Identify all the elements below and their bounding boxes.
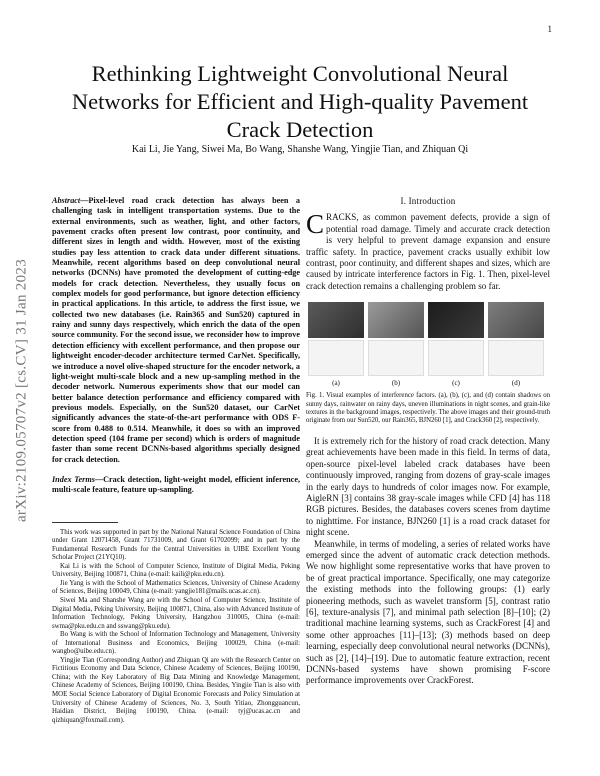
footnotes bbox=[52, 529, 300, 726]
footnote-affiliation: Yingjie Tian (Corresponding Author) and Zhiquan Qi are with the Research Center on Fictitious Economy and Data Science, Chinese Academy of Sciences, Beijing 100190, China; with the Key Laboratory of Big Data Mining and Knowledge Management, Chinese Academy of Sciences, Beijing 100190, China. Besides, Yingjie Tian is also with MOE Social Science Laboratory of Digital Economic Forecasts and Policy Simulation at University of Chinese Academy of Sciences, No. 3, South Yitiao, Zhongguancun, Haidian District, Beijing 100190, China. (e-mail: tyj@ucas.ac.cn and qizhiquan@foxmail.com). bbox=[52, 656, 300, 724]
footnote-affiliation: Kai Li is with the School of Computer Science, Institute of Digital Media, Peking University, Beijing 100871, China (e-mail: kaili@pku.edu.cn). bbox=[52, 562, 300, 579]
index-terms bbox=[52, 475, 300, 496]
footnote-affiliation: Bo Wang is with the School of Information Technology and Management, University of International Business and Economics, Beijing 100029, China (e-mail: wangbo@uibe.edu.cn). bbox=[52, 631, 300, 656]
index-terms-text: —Crack detection, light-weight model, efficient inference, multi-scale feature, feature up-sampling. bbox=[52, 474, 300, 495]
figure-ground-truth bbox=[428, 340, 484, 376]
abstract bbox=[52, 196, 300, 465]
figure-label: (b) bbox=[391, 379, 401, 388]
author-list: Kai Li, Jie Yang, Siwei Ma, Bo Wang, Shanshe Wang, Yingjie Tian, and Zhiquan Qi bbox=[131, 144, 469, 155]
figure-caption: Fig. 1. Visual examples of interference factors. (a), (b), (c), and (d) contain shadows on sunny days, rainwater on rainy days, uneven illuminations in night scenes, and grain-like textures in the background images, respectively. The above images and their ground-truth originate from our Sun520, our Rain365, BJN260 [1], and Crack360 [2], respectively. bbox=[306, 392, 550, 425]
abstract-label: Abstract bbox=[52, 196, 81, 205]
footnote-affiliation: Siwei Ma and Shanshe Wang are with the School of Computer Science, Institute of Digital Media, Peking University, Beijing 100871, China, also with Advanced Institute of Information Technology, Peking University, Hangzhou 310005, China (e-mail: swma@pku.edu.cn and sswang@pku.edu). bbox=[52, 597, 300, 630]
paper-title: Rethinking Lightweight Convolutional Neural Networks for Efficient and High-quality Pavement Crack Detection bbox=[71, 61, 529, 142]
figure-label: (d) bbox=[511, 379, 521, 388]
footnote-affiliation: Jie Yang is with the School of Mathematics Sciences, University of Chinese Academy of Sciences, Beijing 100049, China (e-mail: yangjie181@mails.ucas.ac.cn). bbox=[52, 579, 300, 596]
arxiv-stamp bbox=[14, 220, 32, 560]
page-number: 1 bbox=[547, 24, 552, 34]
right-column bbox=[306, 196, 550, 687]
index-terms-label: Index Terms bbox=[52, 474, 95, 484]
figure-image-sunny bbox=[308, 302, 364, 338]
abstract-text: —Pixel-level road crack detection has always been a challenging task in intelligent transportation systems. Due to the external environments, such as weather, light, and other factors, pavement cracks often present low contrast, poor continuity, and different sizes in length and width. However, most of the existing studies pay less attention to crack data under different situations. Meanwhile, recent algorithms based on deep convolutional neural networks (DCNNs) have promoted the development of cutting-edge models for crack detection. Nevertheless, they usually focus on complex models for good performance, but ignore detection efficiency in practical applications. In this article, to address the first issue, we collected two new databases (i.e. Rain365 and Sun520) captured in rainy and sunny days respectively, which enrich the data of the open source community. For the second issue, we reconsider how to improve detection efficiency with excellent performance, and then propose our lightweight encoder-decoder architecture termed CarNet. Specifically, we introduce a novel olive-shaped structure for the encoder network, a light-weight multi-scale block and a new up-sampling method in the decoder network. Numerous experiments show that our model can better balance detection performance and efficiency compared with previous models. Especially, on the Sun520 dataset, our CarNet significantly advances the state-of-the-art performance with ODS F-score from 0.488 to 0.514. Meanwhile, it does so with an improved detection speed (104 frame per second) which is orders of magnitude faster than some recent DCNNs-based algorithms specially designed for crack detection. bbox=[52, 196, 300, 464]
figure-ground-truth bbox=[368, 340, 424, 376]
section-heading: I. Introduction bbox=[400, 196, 456, 206]
figure-ground-truth bbox=[488, 340, 544, 376]
figure-label: (c) bbox=[452, 379, 460, 388]
footnote-rule bbox=[52, 522, 118, 523]
intro-paragraph bbox=[306, 209, 550, 292]
intro-paragraph: It is extremely rich for the history of road crack detection. Many great achievements have been made in this field. In terms of data, open-source pixel-level labeled crack databases have been continuously improved, ranging from dozens of gray-scale images in the early days to hundreds of color images now. For example, AigleRN [3] contains 38 gray-scale images while CFD [4] has 118 RGB pictures. Besides, the databases covers scenes from daytime to nighttime. For instance, BJN260 [1] is a road crack dataset for night scene. bbox=[306, 435, 550, 538]
drop-cap: C bbox=[306, 209, 325, 240]
figure-image-rainy bbox=[368, 302, 424, 338]
arxiv-id: arXiv:2109.05707v2 [cs.CV] 31 Jan 2023 bbox=[13, 258, 30, 523]
intro-paragraph: Meanwhile, in terms of modeling, a series of related works have emerged since the advent of automatic crack detection methods. We now highlight some representative works that have proven to be of great practical importance. Specifically, one may categorize the existing methods into the following groups: (1) early pioneering methods, such as wavelet transform [5], contrast ratio [6], texture-analysis [7], and minimal path selection [8]–[10]; (2) traditional machine learning systems, such as CrackForest [4] and some other approaches [11]–[13]; (3) methods based on deep learning, especially deep convolutional neural networks (DCNNs), such as [2], [14]–[19]. Due to automatic feature extraction, recent DCNNs-based systems have shown promising F-score performance improvements over CrackForest. bbox=[306, 538, 550, 686]
left-column bbox=[52, 196, 300, 725]
intro-paragraph-text: RACKS, as common pavement defects, provide a sign of potential road damage. Timely and accurate crack detection is very helpful to prevent damage expansion and ensure traffic safety. In practice, pavement cracks usually exhibit low contrast, poor continuity, and different shapes and sizes, which are caused by intricate interference factors in Fig. 1. Then, pixel-level crack detection remains a challenging problem so far. bbox=[306, 212, 550, 291]
figure-image-night bbox=[428, 302, 484, 338]
footnote-funding: This work was supported in part by the National Natural Science Foundation of China under Grant 12071458, Grant 71731009, and Grant 61702099; and in part by the Fundamental Research Funds for the Central Universities in UIBE Excellent Young Scholar Project (21YQ10). bbox=[52, 528, 300, 562]
figure-ground-truth bbox=[308, 340, 364, 376]
figure-1 bbox=[306, 302, 550, 388]
figure-label: (a) bbox=[332, 379, 340, 388]
figure-image-texture bbox=[488, 302, 544, 338]
